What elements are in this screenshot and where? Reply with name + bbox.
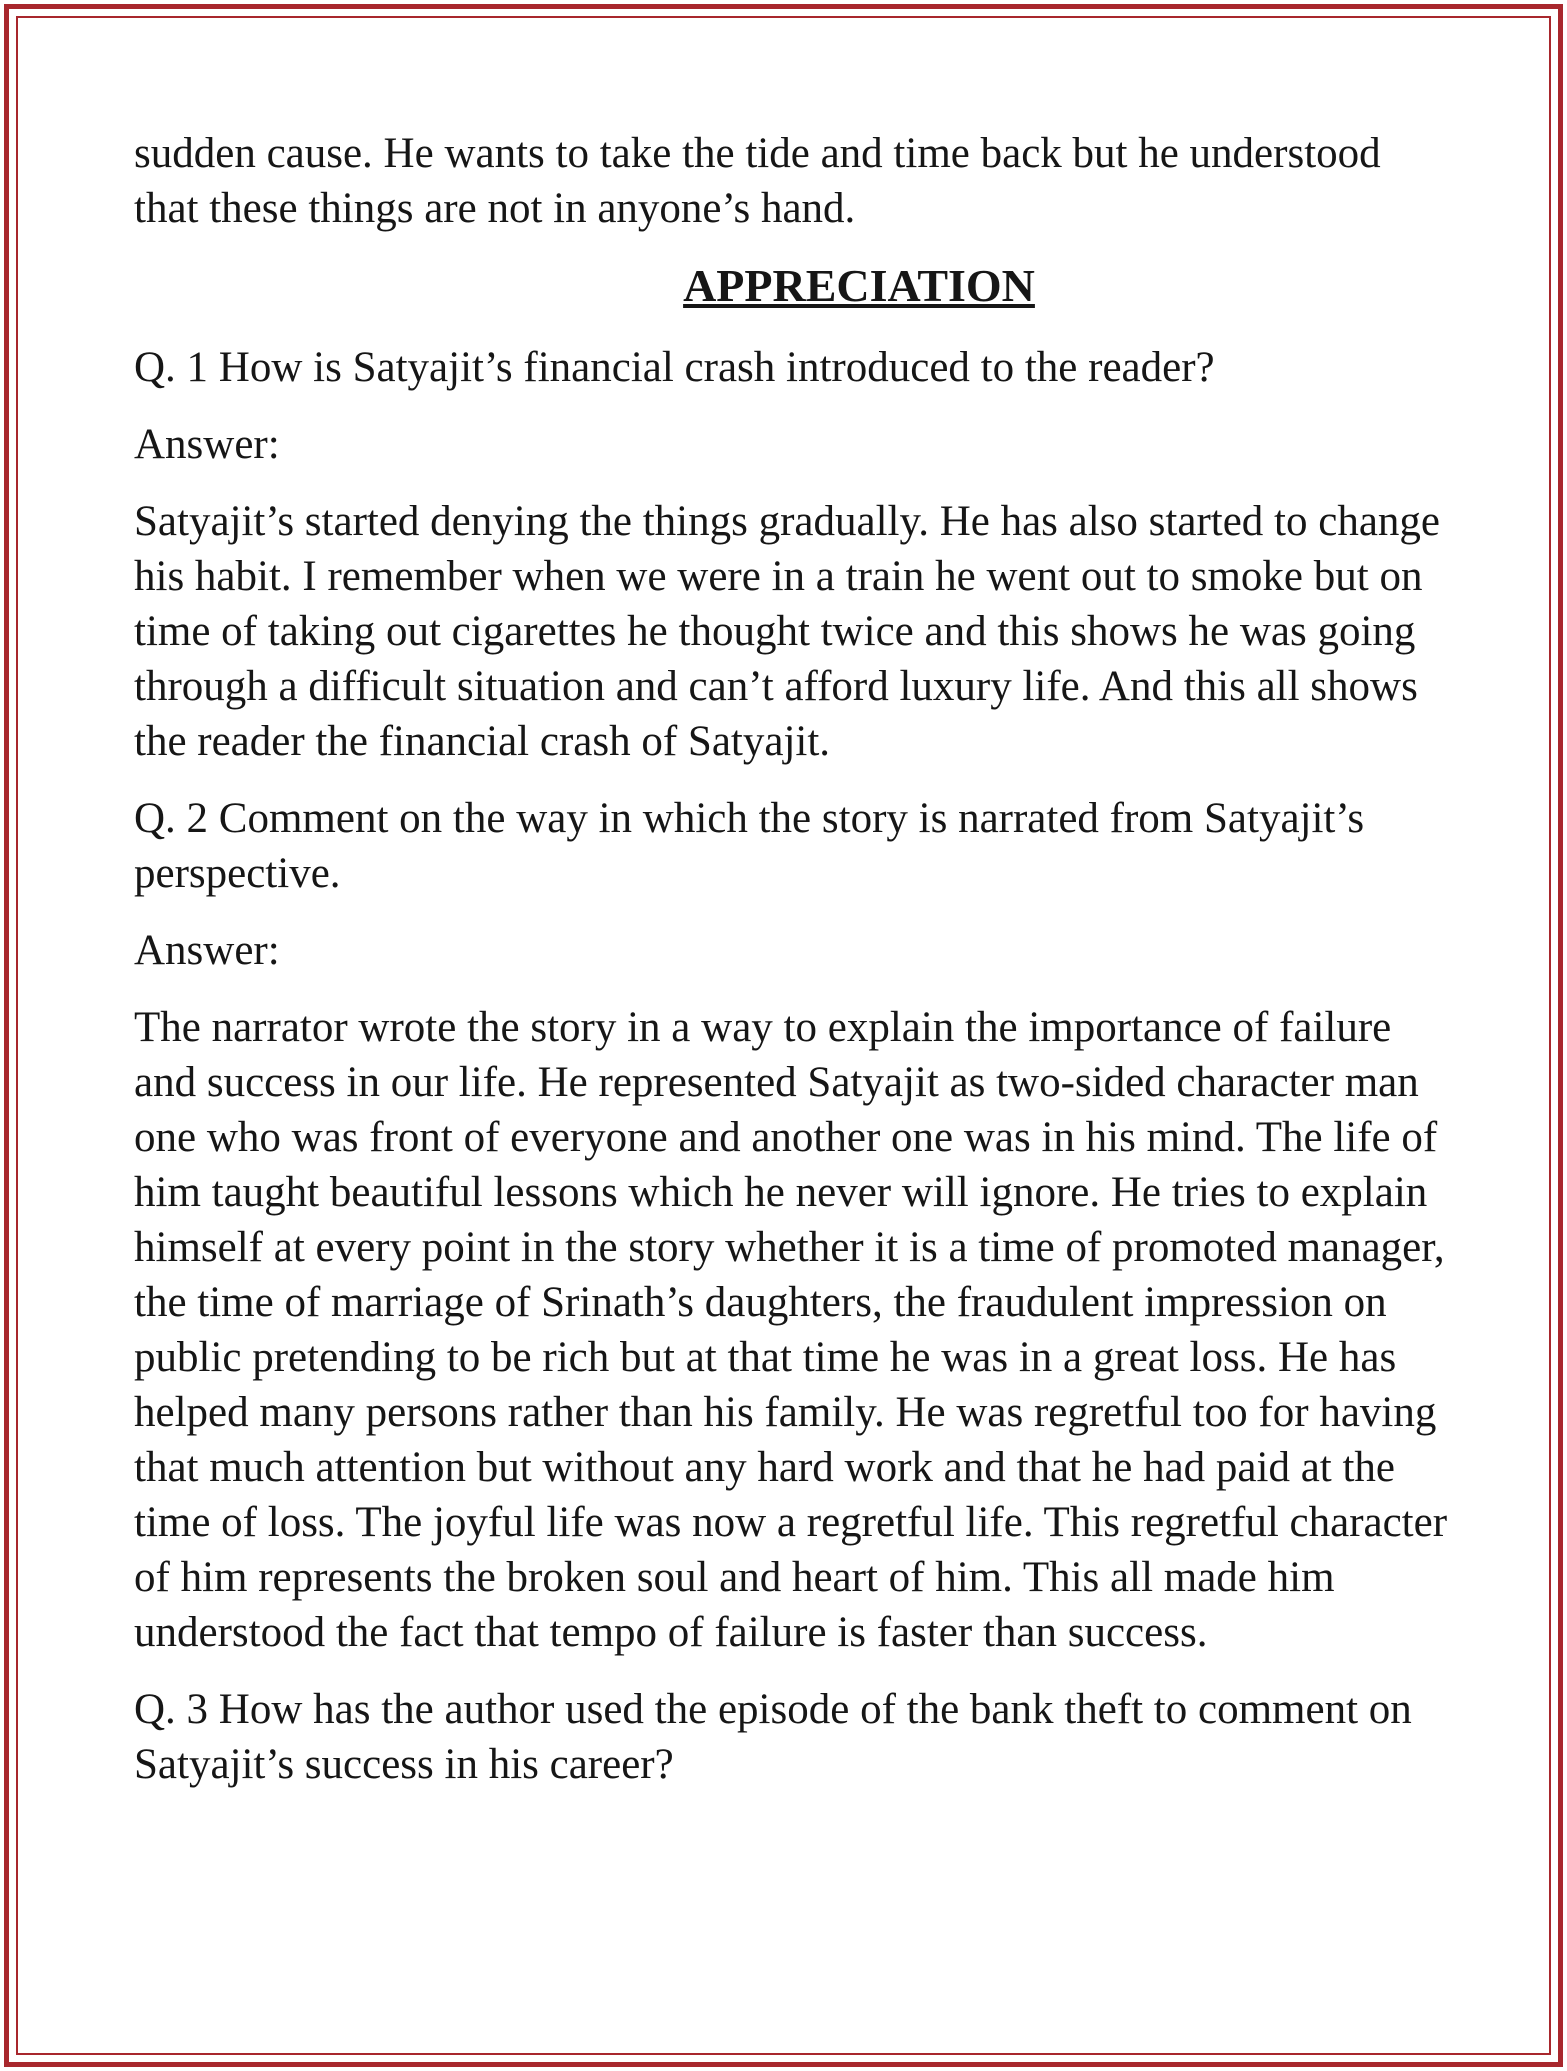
section-heading: APPRECIATION: [683, 260, 1035, 311]
question-2: Q. 2 Comment on the way in which the story is narrated from Satyajit’s perspective.: [134, 795, 1365, 897]
question-1: Q. 1 How is Satyajit’s financial crash introduced to the reader?: [134, 344, 1215, 391]
document-body: [134, 126, 1454, 1814]
intro-paragraph: sudden cause. He wants to take the tide and time back but he understood that these things are not in anyone’s hand.: [134, 130, 1381, 232]
answer-label-1: Answer:: [134, 421, 280, 468]
answer-1: Satyajit’s started denying the things gradually. He has also started to change his habit. I remember when we were in a train he went out to smoke but on time of taking out cigarettes he thought twice and this shows he was going through a difficult situation and can’t afford luxury life. And this all shows the reader the financial crash of Satyajit.: [134, 498, 1440, 765]
question-3: Q. 3 How has the author used the episode of the bank theft to comment on Satyajit’s success in his career?: [134, 1686, 1412, 1788]
answer-2: The narrator wrote the story in a way to explain the importance of failure and success in our life. He represented Satyajit as two-sided character man one who was front of everyone and another one was in his mind. The life of him taught beautiful lessons which he never will ignore. He tries to explain himself at every point in the story whether it is a time of promoted manager, the time of marriage of Srinath’s daughters, the fraudulent impression on public pretending to be rich but at that time he was in a great loss. He has helped many persons rather than his family. He was regretful too for having that much attention but without any hard work and that he had paid at the time of loss. The joyful life was now a regretful life. This regretful character of him represents the broken soul and heart of him. This all made him understood the fact that tempo of failure is faster than success.: [134, 1004, 1448, 1656]
answer-label-2: Answer:: [134, 927, 280, 974]
